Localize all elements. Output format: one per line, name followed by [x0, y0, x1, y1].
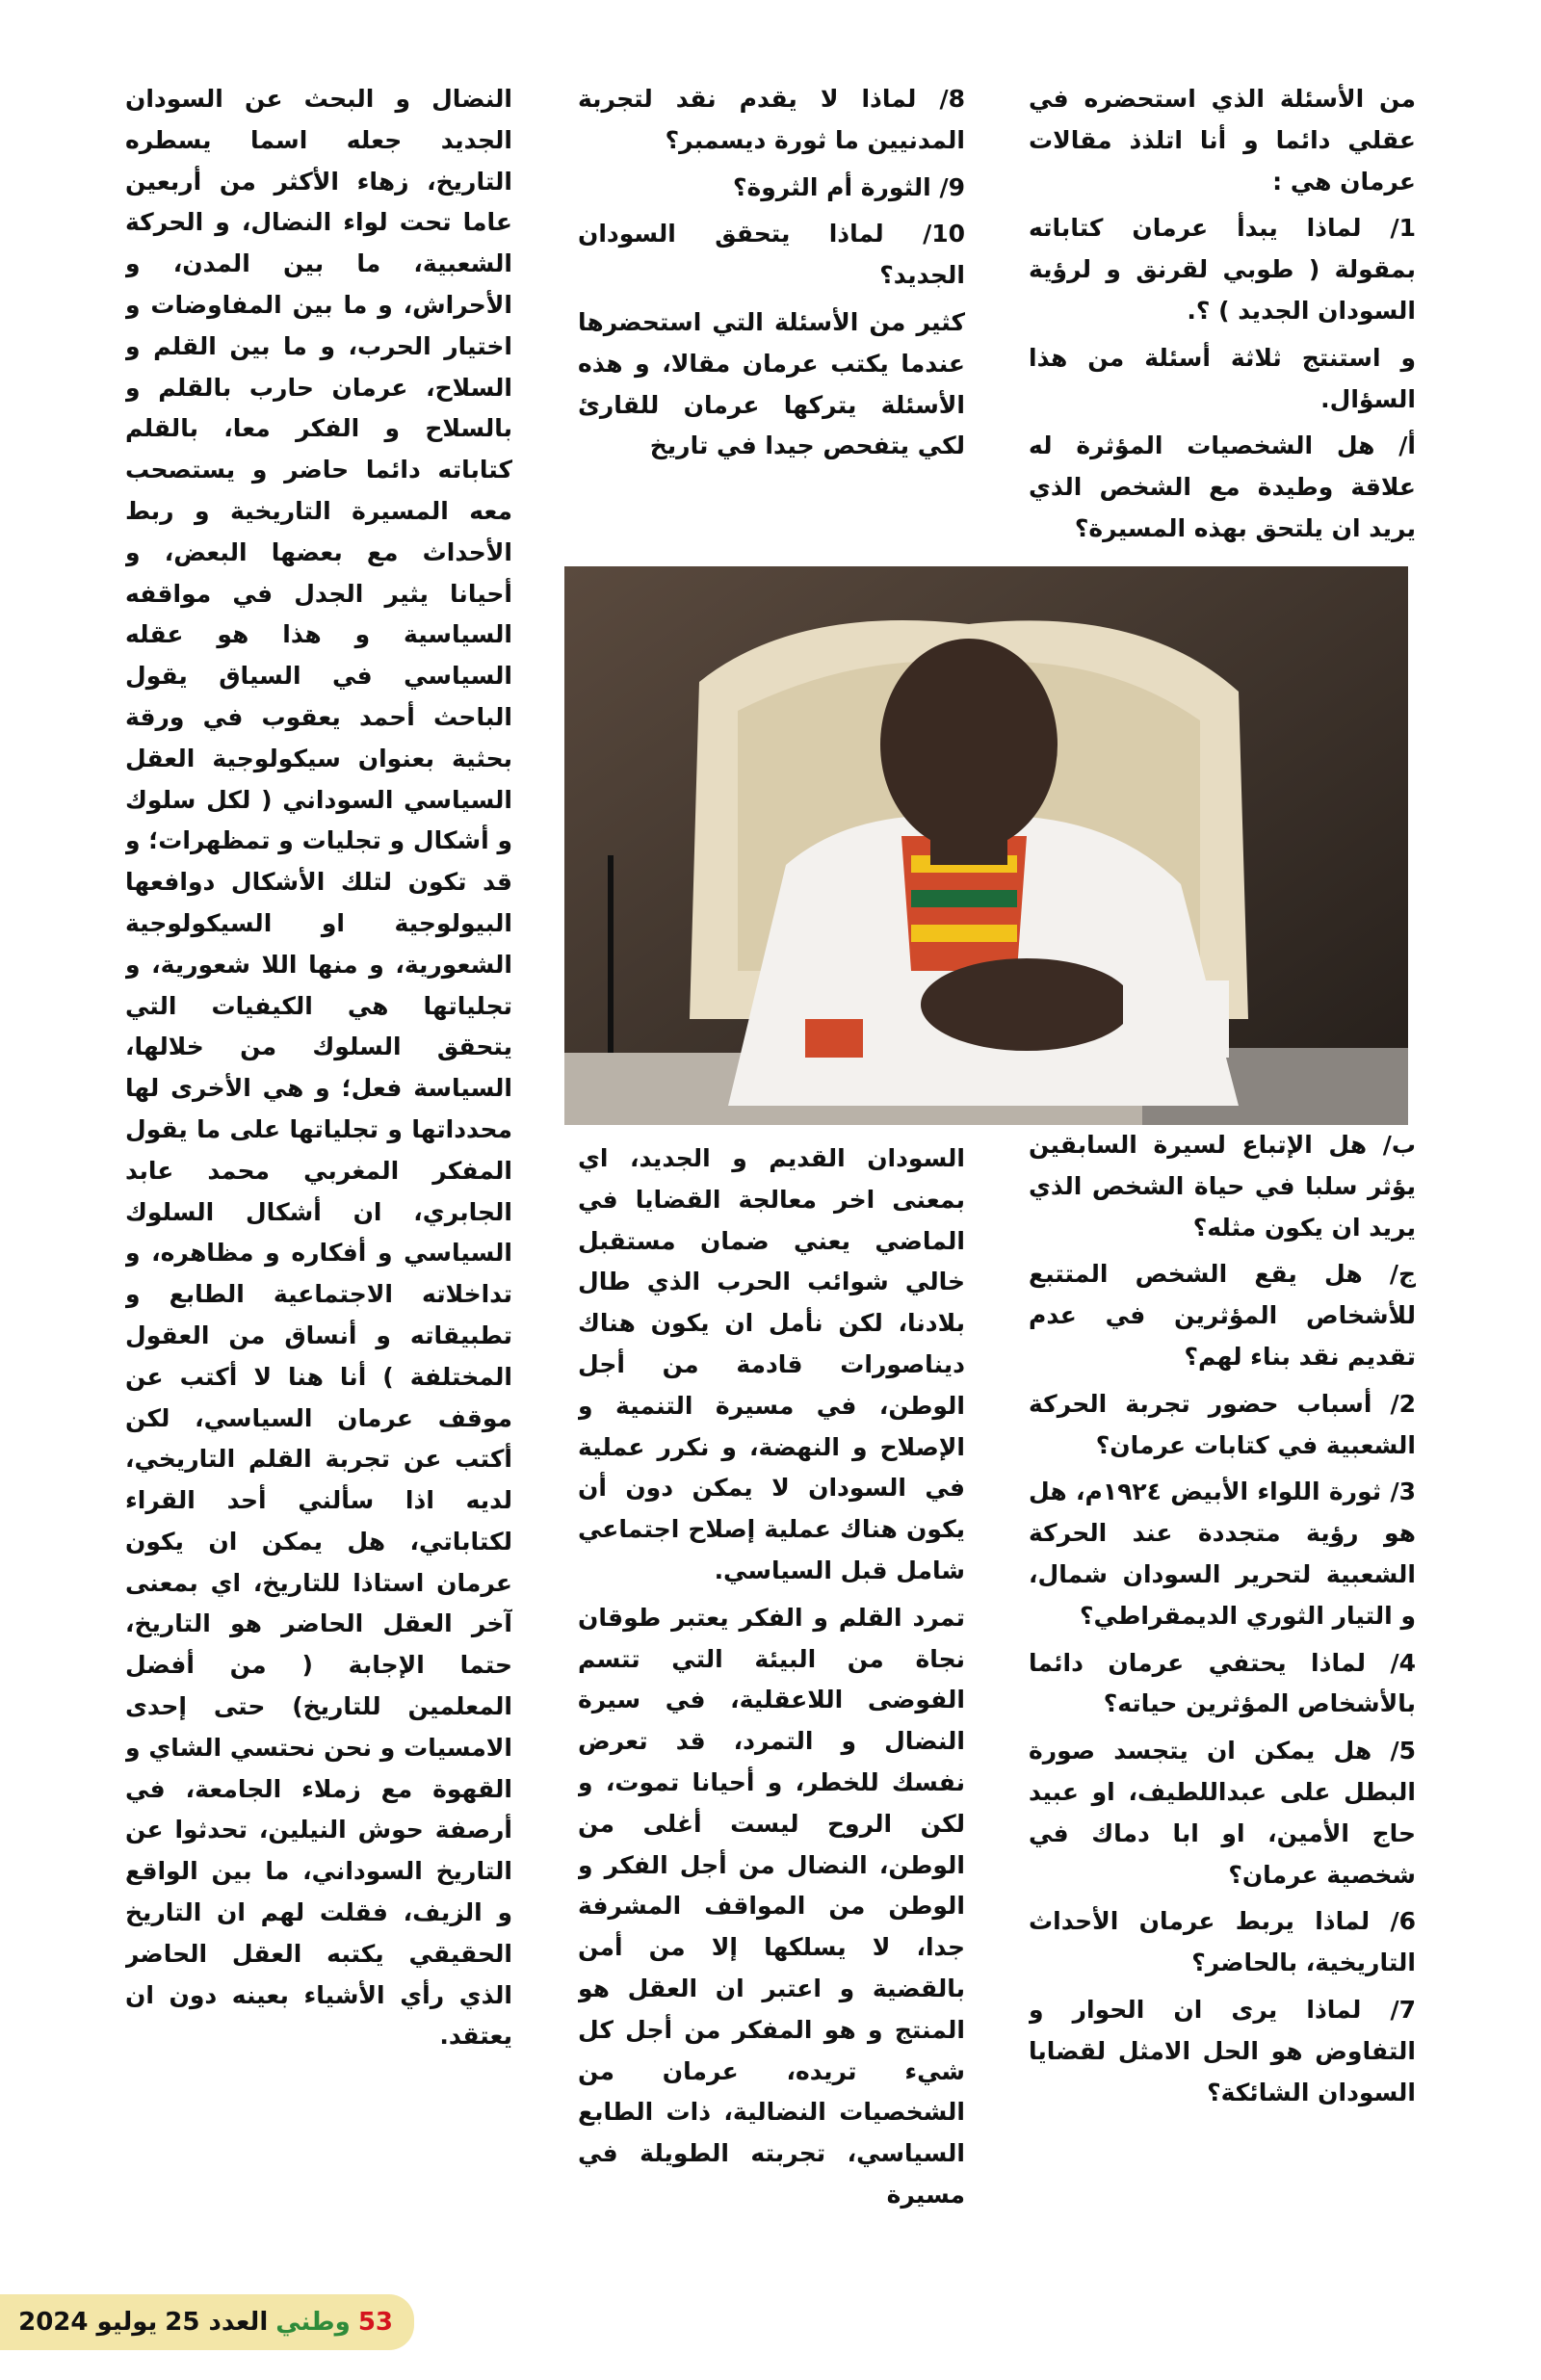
- paragraph: 6/ لماذا يربط عرمان الأحداث التاريخية، بالحاضر؟: [1029, 1907, 1416, 1977]
- paragraph: 3/ ثورة اللواء الأبيض ١٩٢٤م، هل هو رؤية متجددة عند الحركة الشعبية لتحرير السودان شمال، و التيار الثوري الديمقراطي؟: [1029, 1478, 1416, 1630]
- paragraph: 1/ لماذا يبدأ عرمان كتاباته بمقولة ( طوبي لقرنق و لرؤية السودان الجديد ) ؟.: [1029, 214, 1416, 325]
- paragraph: 9/ الثورة أم الثروة؟: [732, 172, 965, 201]
- column-middle-top: [578, 79, 965, 532]
- footer-issue: العدد 25: [165, 2308, 269, 2337]
- column-left: [125, 79, 512, 2246]
- column-right-top: [1029, 79, 1416, 561]
- paragraph: 4/ لماذا يحتفي عرمان دائما بالأشخاص المؤثرين حياته؟: [1029, 1648, 1416, 1718]
- page-footer: [0, 2294, 414, 2350]
- paragraph: و استنتج ثلاثة أسئلة من هذا السؤال.: [1029, 343, 1416, 413]
- portrait-photo: [564, 566, 1408, 1125]
- paragraph: السودان القديم و الجديد، اي بمعنى اخر معالجة القضايا في الماضي يعني ضمان مستقبل خالي شوائب الحرب الذي طال بلادنا، لكن نأمل ان يكون هناك ديناصورات قادمة من أجل الوطن، في مسيرة التنمية و الإصلاح و النهضة، و نكرر عملية في السودان لا يمكن دون أن يكون هناك عملية إصلاح اجتماعي شامل قبل السياسي.: [578, 1144, 965, 1584]
- footer-page-number: 53: [357, 2308, 393, 2337]
- paragraph: تمرد القلم و الفكر يعتبر طوقان نجاة من البيئة التي تتسم الفوضى اللاعقلية، في سيرة النضال و التمرد، قد تعرض نفسك للخطر، و أحيانا تموت، و لكن الروح ليست أغلى من الوطن، النضال من أجل الفكر و الوطن من المواقف المشرفة جدا، لا يسلكها إلا من أمن بالقضية و اعتبر ان العقل هو المنتج و هو المفكر من أجل كل شيء تريده، عرمان من الشخصيات النضالية، ذات الطابع السياسي، تجربته الطويلة في مسيرة: [578, 1603, 965, 2209]
- paragraph: 2/ أسباب حضور تجربة الحركة الشعبية في كتابات عرمان؟: [1029, 1389, 1416, 1459]
- paragraph: النضال و البحث عن السودان الجديد جعله اسما يسطره التاريخ، زهاء الأكثر من أربعين عاما تحت لواء النضال، و الحركة الشعبية، ما بين المدن، و الأحراش، و ما بين المفاوضات و اختيار الحرب، و ما بين القلم و السلاح، عرمان حارب بالقلم و بالسلاح و الفكر معا، بالقلم كتاباته دائما حاضر و يستصحب معه المسيرة التاريخية و ربط الأحداث مع بعضها البعض، و أحيانا يثير الجدل في مواقفه السياسية و هذا هو عقله السياسي في السياق يقول الباحث أحمد يعقوب في ورقة بحثية بعنوان سيكولوجية العقل السياسي السوداني ( لكل سلوك و أشكال و تجليات و تمظهرات؛ و قد تكون لتلك الأشكال دوافعها البيولوجية او السيكولوجية الشعورية، و منها اللا شعورية، و تجلياتها هي الكيفيات التي يتحقق السلوك من خلالها، السياسة فعل؛ و هي الأخرى لها محدداتها و تجلياتها على ما يقول المفكر المغربي محمد عابد الجابري، ان أشكال السلوك السياسي و أفكاره و مظاهره، و تداخلاته الاجتماعية الطابع و تطبيقاته و أنساق من العقول المختلفة ) أنا هنا لا أكتب عن موقف عرمان السياسي، لكن أكتب عن تجربة القلم التاريخي، لديه اذا سألني أحد القراء لكتاباتي، هل يمكن ان يكون عرمان استاذا للتاريخ، اي بمعنى آخر العقل الحاضر هو التاريخ، حتما الإجابة ( من أفضل المعلمين للتاريخ) حتى إحدى الامسيات و نحن نحتسي الشاي و القهوة مع زملاء الجامعة، في أرصفة حوش النيلين، تحدثوا عن التاريخ السوداني، ما بين الواقع و الزيف، فقلت لهم ان التاريخ الحقيقي يكتبه العقل الحاضر الذي رأي الأشياء بعينه دون ان يعتقد.: [125, 85, 512, 2051]
- paragraph: 7/ لماذا يرى ان الحوار و التفاوض هو الحل الامثل لقضايا السودان الشائكة؟: [1029, 1995, 1416, 2106]
- paragraph: 8/ لماذا لا يقدم نقد لتجربة المدنيين ما ثورة ديسمبر؟: [578, 85, 965, 154]
- paragraph: كثير من الأسئلة التي استحضرها عندما يكتب عرمان مقالا، و هذه الأسئلة يتركها عرمان للقارئ لكي يتفحص جيدا في تاريخ: [578, 307, 965, 460]
- column-right-bottom: [1029, 1125, 1416, 2242]
- paragraph: 5/ هل يمكن ان يتجسد صورة البطل على عبداللطيف، او عبيد حاج الأمين، او ابا دماك في شخصية عرمان؟: [1029, 1737, 1416, 1889]
- paragraph: ج/ هل يقع الشخص المتتبع للأشخاص المؤثرين في عدم تقديم نقد بناء لهم؟: [1029, 1260, 1416, 1371]
- paragraph: 10/ لماذا يتحقق السودان الجديد؟: [578, 220, 965, 290]
- footer-date: 2024 يوليو: [18, 2308, 158, 2337]
- paragraph: ب/ هل الإتباع لسيرة السابقين يؤثر سلبا في حياة الشخص الذي يريد ان يكون مثله؟: [1029, 1131, 1416, 1242]
- paragraph: من الأسئلة الذي استحضره في عقلي دائما و أنا اتلذذ مقالات عرمان هي :: [1029, 85, 1416, 196]
- paragraph: أ/ هل الشخصيات المؤثرة له علاقة وطيدة مع الشخص الذي يريد ان يلتحق بهذه المسيرة؟: [1029, 432, 1416, 542]
- footer-brand: وطني: [275, 2308, 351, 2337]
- column-middle-bottom: [578, 1138, 965, 2256]
- portrait-illustration: [564, 566, 1408, 1125]
